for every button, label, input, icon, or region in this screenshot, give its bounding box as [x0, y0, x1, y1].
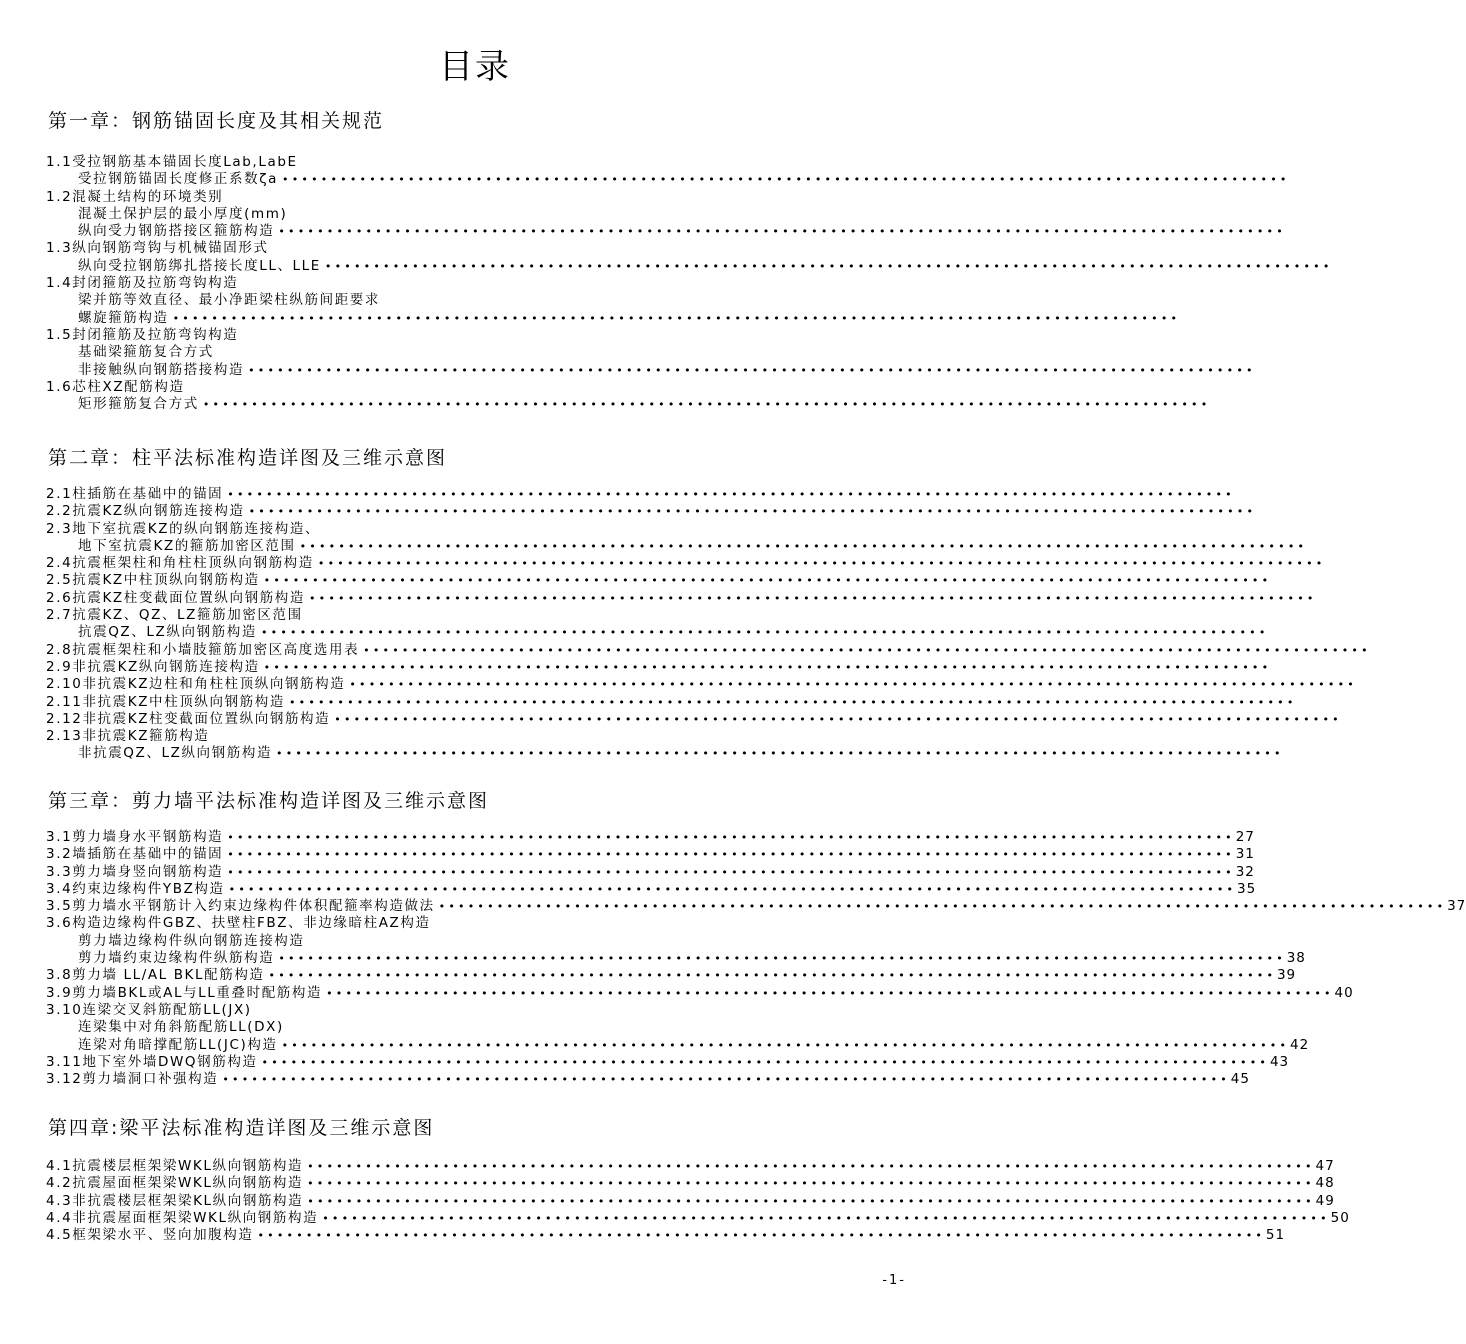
dot-leader: •••••••••••••••••••••••••••••••••••••••••••••••••••••••••••••••••••••••••••••••••••••••••••••••••••••••• — [248, 505, 1257, 519]
toc-entry — [46, 309, 1181, 327]
toc-entry-text: 受拉钢筋锚固长度修正系数ζa — [78, 171, 279, 188]
toc-entry — [46, 658, 1272, 676]
toc-entry — [46, 257, 1333, 275]
toc-entry-text: 纵向受力钢筋搭接区箍筋构造 — [78, 223, 275, 240]
dot-leader: •••••••••••••••••••••••••••••••••••••••••••••••••••••••••••••••••••••••••••••••••••••••••••••••••••••••• — [263, 574, 1272, 588]
dot-leader: •••••••••••••••••••••••••••••••••••••••••••••••••••••••••••••••••••••••••••••••••••••••••••••••••••••••• — [438, 900, 1447, 914]
dot-leader: •••••••••••••••••••••••••••••••••••••••••••••••••••••••••••••••••••••••••••••••••••••••••••••••••••••••• — [326, 986, 1334, 1000]
toc-entry — [46, 1227, 1286, 1244]
toc-entry — [46, 503, 1257, 520]
toc-entry-text: 抗震QZ、LZ纵向钢筋构造 — [78, 624, 257, 641]
toc-page-number: 31 — [1235, 846, 1255, 863]
toc-entry — [46, 624, 1269, 641]
chapter-entries — [46, 1158, 1350, 1244]
toc-entry-text: 螺旋箍筋构造 — [78, 309, 169, 326]
toc-entry-text: 4.2抗震屋面框架梁WKL纵向钢筋构造 — [46, 1175, 304, 1192]
toc-entry — [46, 710, 1342, 728]
chapter-entries — [46, 154, 1333, 413]
toc-entry-text: 2.9非抗震KZ纵向钢筋连接构造 — [46, 658, 260, 675]
toc-entry — [46, 396, 1211, 413]
toc-page-number: 40 — [1334, 984, 1354, 1001]
toc-page-number: 49 — [1315, 1192, 1335, 1209]
dot-leader: •••••••••••••••••••••••••••••••••••••••••••••••••••••••••••••••••••••••••••••••••••••••••••••••••••••••• — [172, 311, 1181, 325]
toc-entry-text: 2.4抗震框架柱和角柱柱顶纵向钢筋构造 — [46, 555, 314, 572]
dot-leader: •••••••••••••••••••••••••••••••••••••••••••••••••••••••••••••••••••••••••••••••••••••••••••••••••••••••• — [288, 695, 1297, 709]
chapter-entries — [46, 829, 1466, 1088]
toc-page-number: 39 — [1276, 967, 1297, 984]
toc-entry-text: 4.4非抗震屋面框架梁WKL纵向钢筋构造 — [46, 1209, 319, 1226]
toc-entry — [46, 361, 1256, 379]
toc-entry-text: 2.6抗震KZ柱变截面位置纵向钢筋构造 — [46, 589, 305, 606]
toc-entry — [46, 693, 1297, 711]
toc-entry — [46, 537, 1308, 555]
toc-entry-text: 基础梁箍筋复合方式 — [78, 344, 214, 361]
toc-entry — [46, 327, 908, 344]
dot-leader: •••••••••••••••••••••••••••••••••••••••••••••••••••••••••••••••••••••••••••••••••••••••••••••••••••••••• — [278, 952, 1286, 966]
toc-entry — [46, 1036, 1310, 1054]
toc-entry-text: 2.8抗震框架柱和小墙肢箍筋加密区高度选用表 — [46, 641, 360, 658]
toc-entry — [46, 915, 908, 932]
toc-entry-text: 地下室抗震KZ的箍筋加密区范围 — [78, 537, 296, 554]
toc-entry-text: 2.10非抗震KZ边柱和角柱柱顶纵向钢筋构造 — [46, 676, 346, 693]
chapter-title: 第一章：钢筋锚固长度及其相关规范 — [48, 110, 385, 132]
toc-page-number: 37 — [1447, 898, 1466, 915]
dot-leader: •••••••••••••••••••••••••••••••••••••••••••••••••••••••••••••••••••••••••••••••••••••••••••••••••••••••• — [308, 591, 1317, 605]
toc-entry-text: 1.4封闭箍筋及拉筋弯钩构造 — [46, 275, 239, 292]
dot-leader: •••••••••••••••••••••••••••••••••••••••••••••••••••••••••••••••••••••••••••••••••••••••••••••••••••••••• — [282, 173, 1290, 187]
dot-leader: •••••••••••••••••••••••••••••••••••••••••••••••••••••••••••••••••••••••••••••••••••••••••••••••••••••••• — [349, 678, 1357, 692]
toc-entry — [46, 846, 1255, 863]
dot-leader: •••••••••••••••••••••••••••••••••••••••••••••••••••••••••••••••••••••••••••••••••••••••••••••••••••••••• — [228, 882, 1237, 896]
toc-entry-text: 1.1受拉钢筋基本锚固长度Lab,LabE — [46, 154, 298, 170]
chapter-title: 第四章:梁平法标准构造详图及三维示意图 — [48, 1117, 435, 1139]
toc-page-number: 27 — [1235, 829, 1255, 845]
dot-leader: •••••••••••••••••••••••••••••••••••••••••••••••••••••••••••••••••••••••••••••••••••••••••••••••••••••••• — [227, 848, 1235, 862]
toc-entry-text: 剪力墙边缘构件纵向钢筋连接构造 — [78, 932, 305, 949]
toc-entry — [46, 275, 908, 292]
chapter-title: 第二章：柱平法标准构造详图及三维示意图 — [48, 447, 448, 469]
toc-page-number: 48 — [1315, 1175, 1335, 1192]
toc-entry-text: 3.2墙插筋在基础中的锚固 — [46, 846, 224, 863]
toc-entry — [46, 1192, 1335, 1210]
dot-leader: •••••••••••••••••••••••••••••••••••••••••••••••••••••••••••••••••••••••••••••••••••••••••••••••••••••••• — [278, 225, 1286, 239]
toc-entry — [46, 292, 908, 309]
dot-leader: •••••••••••••••••••••••••••••••••••••••••••••••••••••••••••••••••••••••••••••••••••••••••••••••••••••••• — [261, 1055, 1270, 1069]
toc-entry-text: 矩形箍筋复合方式 — [78, 396, 199, 413]
toc-entry-text: 非接触纵向钢筋搭接构造 — [78, 361, 245, 378]
dot-leader: •••••••••••••••••••••••••••••••••••••••••••••••••••••••••••••••••••••••••••••••••••••••••••••••••••••••• — [248, 363, 1256, 377]
toc-entry-text: 3.4约束边缘构件YBZ构造 — [46, 880, 225, 897]
toc-page-number: 47 — [1315, 1158, 1335, 1174]
toc-entry-text: 梁并筋等效直径、最小净距梁柱纵筋间距要求 — [78, 292, 380, 309]
toc-entry-text: 3.9剪力墙BKL或AL与LL重叠时配筋构造 — [46, 984, 323, 1001]
toc-entry-text: 2.13非抗震KZ箍筋构造 — [46, 728, 210, 745]
toc-entry — [46, 521, 908, 538]
toc-entry-text: 2.7抗震KZ、QZ、LZ箍筋加密区范围 — [46, 607, 303, 624]
dot-leader: •••••••••••••••••••••••••••••••••••••••••••••••••••••••••••••••••••••••••••••••••••••••••••••••••••••••• — [257, 1229, 1266, 1243]
dot-leader: •••••••••••••••••••••••••••••••••••••••••••••••••••••••••••••••••••••••••••••••••••••••••••••••••••••••• — [307, 1194, 1315, 1208]
toc-page-number: 32 — [1235, 863, 1255, 880]
toc-entry-text: 2.2抗震KZ纵向钢筋连接构造 — [46, 503, 245, 520]
page-title: 目录 — [439, 47, 511, 87]
toc-entry — [46, 967, 1297, 984]
toc-entry-text: 3.6构造边缘构件GBZ、扶壁柱FBZ、非边缘暗柱AZ构造 — [46, 915, 431, 932]
dot-leader: •••••••••••••••••••••••••••••••••••••••••••••••••••••••••••••••••••••••••••••••••••••••••••••••••••••••• — [260, 626, 1269, 640]
toc-entry-text: 4.5框架梁水平、竖向加腹构造 — [46, 1227, 254, 1244]
dot-leader: •••••••••••••••••••••••••••••••••••••••••••••••••••••••••••••••••••••••••••••••••••••••••••••••••••••••• — [222, 1073, 1230, 1087]
toc-entry-text: 3.12剪力墙洞口补强构造 — [46, 1071, 219, 1088]
toc-entry-text: 4.1抗震楼层框架梁WKL纵向钢筋构造 — [46, 1158, 304, 1174]
page-number: -1- — [882, 1273, 906, 1288]
toc-entry-text: 3.11地下室外墙DWQ钢筋构造 — [46, 1053, 258, 1070]
toc-entry-text: 1.6芯柱XZ配筋构造 — [46, 378, 185, 395]
toc-page-number: 35 — [1237, 880, 1257, 897]
toc-entry — [46, 486, 1235, 503]
chapter-title: 第三章：剪力墙平法标准构造详图及三维示意图 — [48, 790, 490, 812]
toc-entry — [46, 589, 1317, 607]
toc-page-number: 43 — [1269, 1053, 1290, 1070]
toc-entry — [46, 344, 908, 361]
dot-leader: •••••••••••••••••••••••••••••••••••••••••••••••••••••••••••••••••••••••••••••••••••••••••••••••••••••••• — [363, 643, 1371, 657]
toc-entry — [46, 1209, 1350, 1227]
toc-entry — [46, 154, 908, 171]
toc-entry-text: 3.1剪力墙身水平钢筋构造 — [46, 829, 224, 845]
toc-entry-text: 2.12非抗震KZ柱变截面位置纵向钢筋构造 — [46, 710, 331, 727]
toc-page-number: 45 — [1230, 1071, 1250, 1088]
toc-entry — [46, 863, 1255, 881]
dot-leader: •••••••••••••••••••••••••••••••••••••••••••••••••••••••••••••••••••••••••••••••••••••••••••••••••••••••• — [227, 865, 1235, 879]
dot-leader: •••••••••••••••••••••••••••••••••••••••••••••••••••••••••••••••••••••••••••••••••••••••••••••••••••••••• — [202, 398, 1211, 412]
toc-entry — [46, 572, 1272, 589]
toc-entry-text: 3.8剪力墙 LL/AL BKL配筋构造 — [46, 967, 265, 984]
toc-entry-text: 剪力墙约束边缘构件纵筋构造 — [78, 950, 275, 967]
toc-page-number: 50 — [1330, 1209, 1350, 1226]
toc-entry — [46, 829, 1255, 846]
dot-leader: •••••••••••••••••••••••••••••••••••••••••••••••••••••••••••••••••••••••••••••••••••••••••••••••••••••••• — [281, 1038, 1290, 1052]
toc-entry — [46, 555, 1326, 572]
toc-entry — [46, 728, 908, 745]
toc-entry — [46, 898, 1466, 915]
toc-entry-text: 2.1柱插筋在基础中的锚固 — [46, 486, 224, 502]
dot-leader: •••••••••••••••••••••••••••••••••••••••••••••••••••••••••••••••••••••••••••••••••••••••••••••••••••••••• — [227, 488, 1235, 501]
toc-entry — [46, 607, 908, 624]
toc-entry — [46, 745, 1284, 762]
toc-entry — [46, 223, 1286, 240]
toc-entry — [46, 189, 908, 206]
toc-page-number: 38 — [1286, 950, 1306, 967]
dot-leader: •••••••••••••••••••••••••••••••••••••••••••••••••••••••••••••••••••••••••••••••••••••••••••••••••••••••• — [227, 831, 1235, 844]
dot-leader: •••••••••••••••••••••••••••••••••••••••••••••••••••••••••••••••••••••••••••••••••••••••••••••••••••••••• — [317, 557, 1326, 571]
toc-entry — [46, 880, 1257, 898]
toc-entry — [46, 171, 1290, 188]
toc-entry — [46, 641, 1371, 659]
toc-entry-text: 3.3剪力墙身竖向钢筋构造 — [46, 863, 224, 880]
dot-leader: •••••••••••••••••••••••••••••••••••••••••••••••••••••••••••••••••••••••••••••••••••••••••••••••••••••••• — [322, 1211, 1330, 1225]
toc-entry — [46, 933, 908, 950]
toc-entry — [46, 1071, 1250, 1088]
toc-entry-text: 3.10连梁交叉斜筋配筋LL(JX) — [46, 1001, 252, 1018]
toc-page-number: 51 — [1265, 1227, 1286, 1244]
dot-leader: •••••••••••••••••••••••••••••••••••••••••••••••••••••••••••••••••••••••••••••••••••••••••••••••••••••••• — [307, 1177, 1315, 1191]
toc-page-number: 42 — [1290, 1036, 1310, 1053]
toc-entry-text: 3.5剪力墙水平钢筋计入约束边缘构件体积配箍率构造做法 — [46, 898, 435, 915]
toc-entry — [46, 676, 1357, 693]
toc-entry — [46, 379, 908, 396]
dot-leader: •••••••••••••••••••••••••••••••••••••••••••••••••••••••••••••••••••••••••••••••••••••••••••••••••••••••• — [324, 259, 1333, 273]
dot-leader: •••••••••••••••••••••••••••••••••••••••••••••••••••••••••••••••••••••••••••••••••••••••••••••••••••••••• — [299, 539, 1308, 553]
chapter-entries — [46, 486, 1371, 763]
toc-entry-text: 1.2混凝土结构的环境类别 — [46, 188, 224, 205]
toc-entry-text: 2.11非抗震KZ中柱顶纵向钢筋构造 — [46, 693, 285, 710]
toc-entry-text: 2.5抗震KZ中柱顶纵向钢筋构造 — [46, 572, 260, 589]
toc-entry — [46, 240, 908, 257]
toc-entry-text: 混凝土保护层的最小厚度(mm) — [78, 205, 288, 222]
toc-entry-text: 2.3地下室抗震KZ的纵向钢筋连接构造、 — [46, 520, 321, 537]
toc-entry — [46, 1002, 908, 1019]
toc-entry-text: 纵向受拉钢筋绑扎搭接长度LL、LLE — [78, 257, 321, 274]
toc-entry-text: 非抗震QZ、LZ纵向钢筋构造 — [78, 745, 273, 762]
dot-leader: •••••••••••••••••••••••••••••••••••••••••••••••••••••••••••••••••••••••••••••••••••••••••••••••••••••••• — [276, 747, 1284, 761]
toc-entry — [46, 1053, 1290, 1071]
dot-leader: •••••••••••••••••••••••••••••••••••••••••••••••••••••••••••••••••••••••••••••••••••••••••••••••••••••••• — [307, 1160, 1315, 1173]
toc-entry — [46, 984, 1354, 1002]
toc-entry-text: 4.3非抗震楼层框架梁KL纵向钢筋构造 — [46, 1192, 304, 1209]
dot-leader: •••••••••••••••••••••••••••••••••••••••••••••••••••••••••••••••••••••••••••••••••••••••••••••••••••••••• — [334, 712, 1342, 726]
toc-entry — [46, 1019, 908, 1036]
toc-entry — [46, 206, 908, 223]
toc-entry-text: 连梁集中对角斜筋配筋LL(DX) — [78, 1019, 284, 1036]
toc-entry-text: 1.3纵向钢筋弯钩与机械锚固形式 — [46, 240, 269, 257]
toc-entry-text: 1.5封闭箍筋及拉筋弯钩构造 — [46, 326, 239, 343]
dot-leader: •••••••••••••••••••••••••••••••••••••••••••••••••••••••••••••••••••••••••••••••••••••••••••••••••••••••• — [263, 660, 1272, 674]
toc-entry — [46, 1158, 1335, 1175]
toc-entry-text: 连梁对角暗撑配筋LL(JC)构造 — [78, 1036, 278, 1053]
toc-entry — [46, 1175, 1335, 1192]
toc-entry — [46, 950, 1306, 967]
dot-leader: •••••••••••••••••••••••••••••••••••••••••••••••••••••••••••••••••••••••••••••••••••••••••••••••••••••••• — [268, 969, 1277, 983]
